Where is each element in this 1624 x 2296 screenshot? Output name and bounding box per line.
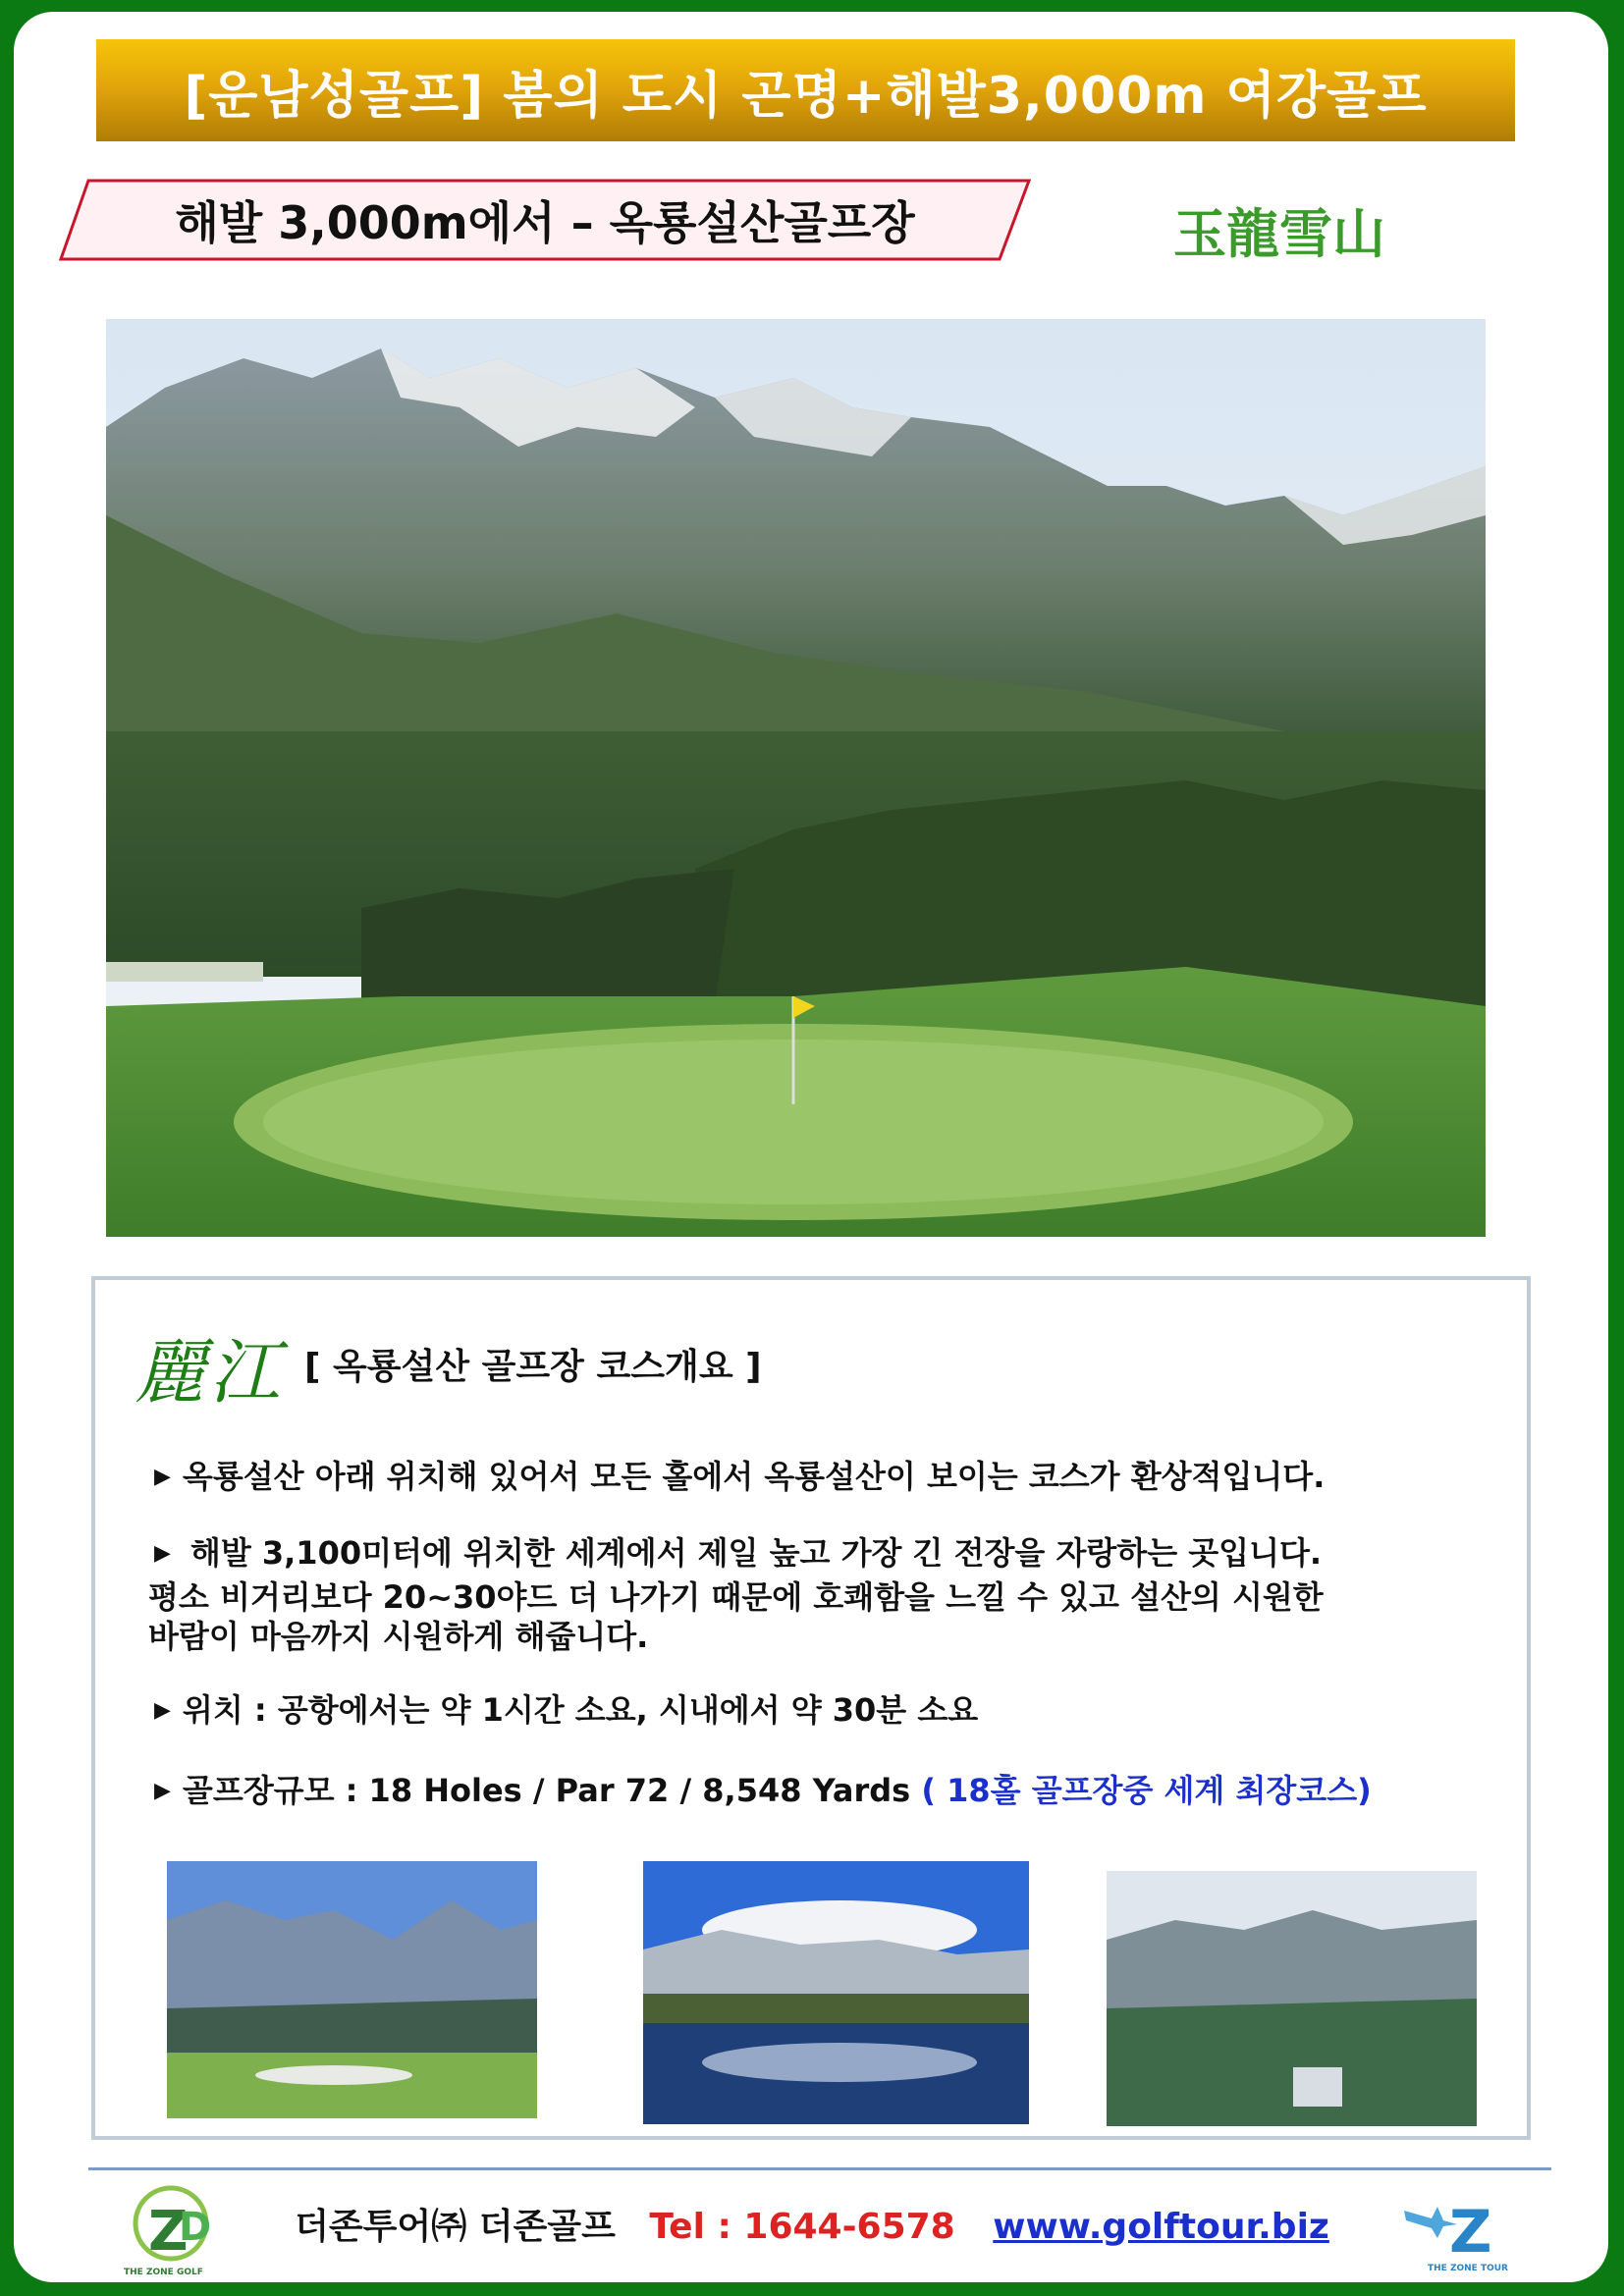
bullet-icon: ▶ — [154, 1541, 171, 1566]
title-banner — [96, 39, 1515, 141]
zone-tour-logo-image — [1394, 2191, 1542, 2260]
course-overview-heading: [ 옥룡설산 골프장 코스개요 ] — [304, 1347, 762, 1387]
course-paragraph-2 — [148, 1533, 1324, 1656]
thumbnail-lake-reflection — [643, 1861, 1029, 2124]
thumb2-image — [643, 1861, 1029, 2124]
subtitle-box — [59, 177, 1031, 263]
bullet-icon: ▶ — [154, 1465, 171, 1489]
course-info-box — [91, 1276, 1531, 2140]
footer-divider — [88, 2167, 1551, 2170]
course-paragraph-1 — [154, 1457, 1325, 1501]
thumb1-image — [167, 1861, 537, 2118]
course-paragraph-4 — [154, 1771, 1372, 1815]
zone-tour-caption: THE ZONE TOUR — [1428, 2264, 1508, 2273]
thumbnail-bunker-mountains — [167, 1861, 537, 2118]
para3-text: 위치 : 공항에서는 약 1시간 소요, 시내에서 약 30분 소요 — [182, 1691, 979, 1729]
subtitle: 해발 3,000m에서 – 옥룡설산골프장 — [175, 196, 915, 249]
para2-line3: 바람이 마음까지 시원하게 해줍니다. — [148, 1618, 649, 1655]
para2-line2: 평소 비거리보다 20~30야드 더 나가기 때문에 호쾌함을 느낄 수 있고 설산의 시원한 — [148, 1578, 1324, 1616]
website-link[interactable]: www.golftour.biz — [993, 2207, 1329, 2247]
svg-text:Z: Z — [1449, 2198, 1492, 2260]
company-name: 더존투어㈜ 더존골프 — [295, 2207, 616, 2247]
zone-golf-caption: THE ZONE GOLF — [124, 2268, 203, 2277]
thumb3-image — [1107, 1871, 1477, 2126]
footer-contact — [0, 2199, 1624, 2249]
hanja-title: 玉龍雪山 — [1173, 202, 1385, 265]
para2-line1: 해발 3,100미터에 위치한 세계에서 제일 높고 가장 긴 전장을 자랑하는 곳입니다. — [189, 1534, 1323, 1572]
page-title: [운남성골프] 봄의 도시 곤명+해발3,000m 여강골프 — [184, 66, 1428, 126]
course-paragraph-3 — [154, 1690, 978, 1735]
para1-text: 옥룡설산 아래 위치해 있어서 모든 홀에서 옥룡설산이 보이는 코스가 환상적입니다. — [182, 1458, 1326, 1495]
svg-text:Z: Z — [148, 2200, 189, 2264]
svg-text:D: D — [179, 2205, 212, 2250]
para4-text: 골프장규모 : 18 Holes / Par 72 / 8,548 Yards — [182, 1772, 911, 1809]
longest-course-note: ( 18홀 골프장중 세계 최장코스) — [921, 1772, 1372, 1809]
main-course-photo — [106, 319, 1486, 1237]
zone-tour-logo — [1394, 2191, 1542, 2279]
main-photo-image — [106, 319, 1486, 1237]
bullet-icon: ▶ — [154, 1779, 171, 1803]
lijiang-hanja: 麗江 — [135, 1331, 285, 1414]
phone-number: Tel : 1644-6578 — [649, 2207, 955, 2247]
bullet-icon: ▶ — [154, 1698, 171, 1723]
thumbnail-golf-cart — [1107, 1871, 1477, 2126]
